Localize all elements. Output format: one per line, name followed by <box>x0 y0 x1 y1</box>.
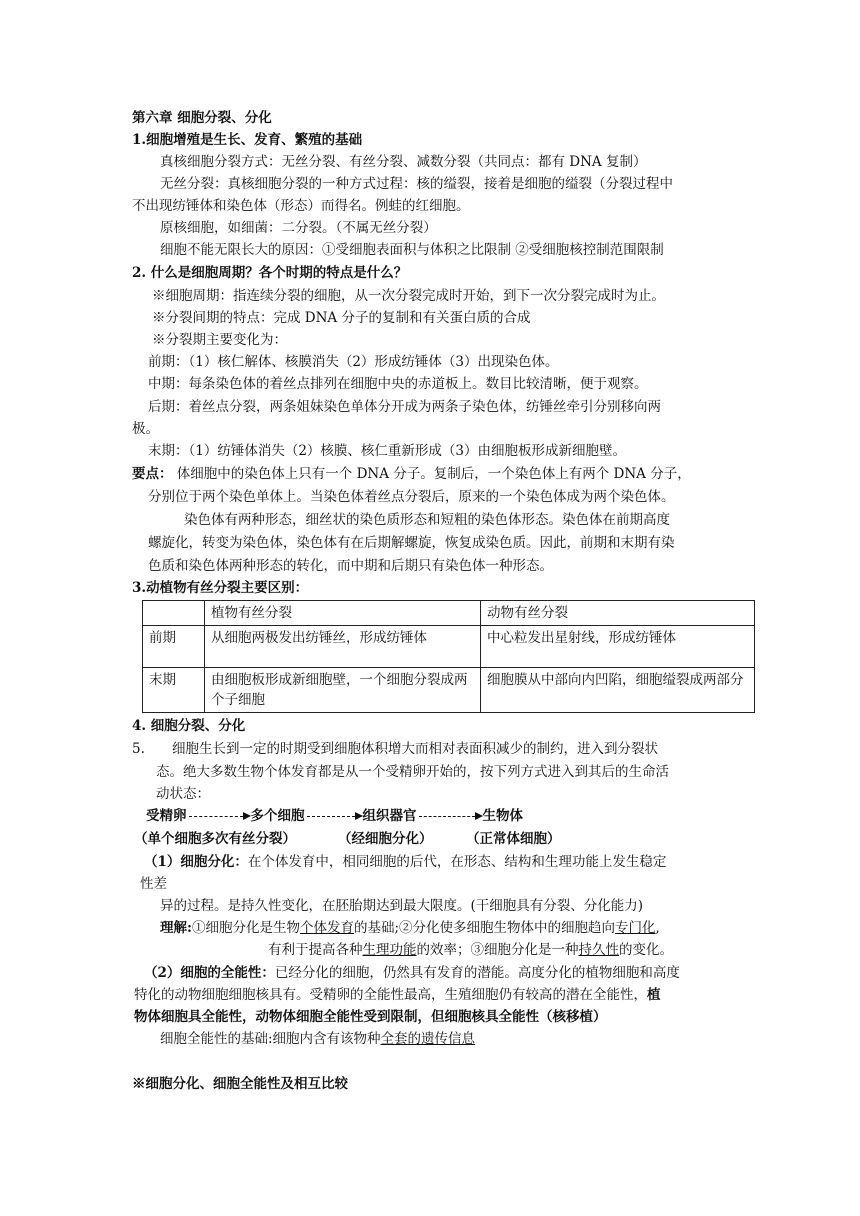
definition-label: （2）细胞的全能性： <box>144 965 275 981</box>
table-cell: 从细胞两极发出纺锤丝，形成纺锤体 <box>205 626 481 668</box>
flow-step: 受精卵 <box>146 808 187 824</box>
flow-note: （单个细胞多次有丝分裂） <box>134 831 296 847</box>
flow-step: 多个细胞 <box>250 808 305 824</box>
text-run: 特化的动物细胞细胞核具有。受精卵的全能性最高，生殖细胞仍有较高的潜在全能性， <box>134 987 647 1003</box>
section-3-heading: 3.动植物有丝分裂主要区别： <box>132 580 309 596</box>
paragraph-line <box>134 985 661 1005</box>
table-cell: 前期 <box>143 626 205 668</box>
understanding-line <box>268 940 673 960</box>
key-points-label: 要点： <box>132 466 173 482</box>
definition-label: （1）细胞分化： <box>144 854 248 870</box>
table-header-cell: 动物有丝分裂 <box>481 601 755 626</box>
development-flow <box>146 806 523 826</box>
paragraph-line: 原核细胞，如细菌：二分裂。（不属无丝分裂） <box>160 220 437 236</box>
arrow-right-icon <box>305 806 363 826</box>
paragraph-line <box>160 1029 475 1049</box>
key-points-line <box>132 464 691 484</box>
table-header-cell: 植物有丝分裂 <box>205 601 481 626</box>
paragraph-line: 细胞生长到一定的时期受到细胞体积增大而相对表面积减少的制约，进入到分裂状 <box>172 741 658 757</box>
understanding-label: 理解: <box>160 920 192 936</box>
table-cell: 末期 <box>143 668 205 713</box>
text-run: 细胞全能性的基础:细胞内含有该物种 <box>160 1031 381 1047</box>
definition-line <box>144 852 666 872</box>
arrow-right-icon <box>187 806 251 826</box>
underlined-term: 持久性 <box>578 942 619 958</box>
paragraph-line: ※细胞周期：指连续分裂的细胞，从一次分裂完成时开始，到下一次分裂完成时为止。 <box>152 288 665 304</box>
paragraph-line: 前期：（1）核仁解体、核膜消失（2）形成纺锤体（3）出现染色体。 <box>148 354 559 370</box>
text-run: , <box>655 920 660 936</box>
paragraph-line: 中期：每条染色体的着丝点排列在细胞中央的赤道板上。数目比较清晰，便于观察。 <box>148 376 648 392</box>
table-cell: 由细胞板形成新细胞壁，一个细胞分裂成两个子细胞 <box>205 668 481 713</box>
underlined-term: 个体发育 <box>299 920 354 936</box>
table-cell: 中心粒发出星射线，形成纺锤体 <box>481 626 755 668</box>
flow-note: （正常体细胞） <box>466 831 561 847</box>
paragraph-line: 极。 <box>132 421 159 437</box>
text-run: 的变化。 <box>619 942 673 958</box>
paragraph-line: ※分裂期主要变化为： <box>152 332 287 348</box>
underlined-term: 专门化 <box>615 920 656 936</box>
underlined-term: 全套的遗传信息 <box>380 1031 476 1047</box>
paragraph-line: 染色体有两种形态，细丝状的染色质形态和短粗的染色体形态。染色体在前期高度 <box>184 512 670 528</box>
table-cell: 细胞膜从中部向内凹陷，细胞缢裂成两部分 <box>481 668 755 713</box>
section-1-heading: 1.细胞增殖是生长、发育、繁殖的基础 <box>132 132 363 148</box>
section-2-heading: 2. 什么是细胞周期？各个时期的特点是什么？ <box>132 265 408 281</box>
table-row <box>143 668 755 713</box>
definition-line <box>144 963 680 983</box>
section-5-number: 5. <box>132 741 145 757</box>
paragraph-line: 动状态： <box>156 786 210 802</box>
text-run: 的基础;②分化使多细胞生物体中的细胞趋向 <box>353 920 616 936</box>
paragraph-line: 后期：着丝点分裂，两条姐妹染色单体分开成为两条子染色体，纺锤丝牵引分别移向两 <box>148 399 661 415</box>
comparison-table <box>142 600 755 713</box>
text-run: 有利于提高各种 <box>268 942 363 958</box>
flow-step: 组织器官 <box>362 808 417 824</box>
paragraph-line: 无丝分裂：真核细胞分裂的一种方式过程：核的缢裂，接着是细胞的缢裂（分裂过程中 <box>160 176 673 192</box>
paragraph-line: 色质和染色体两种形态的转化，而中期和后期只有染色体一种形态。 <box>148 558 553 574</box>
paragraph-line: 性差 <box>140 876 167 892</box>
paragraph-line: 螺旋化，转变为染色体，染色体有在后期解螺旋，恢复成染色质。因此，前期和末期有染 <box>148 535 675 551</box>
text-run: 的效率；③细胞分化是一种 <box>416 942 579 958</box>
bold-run: 植 <box>647 987 661 1003</box>
arrow-right-icon <box>417 806 483 826</box>
understanding-line <box>160 918 660 938</box>
paragraph-line: 不出现纺锤体和染色体（形态）而得名。例蛙的红细胞。 <box>132 198 470 214</box>
table-row <box>143 626 755 668</box>
paragraph-line: 物体细胞具全能性，动物体细胞全能性受到限制，但细胞核具全能性（核移植） <box>134 1009 607 1025</box>
section-4-heading: 4. 细胞分裂、分化 <box>132 718 246 734</box>
final-heading: ※细胞分化、细胞全能性及相互比较 <box>132 1076 348 1092</box>
paragraph-line: 细胞不能无限长大的原因：①受细胞表面积与体积之比限制 ②受细胞核控制范围限制 <box>160 242 664 258</box>
flow-step: 生物体 <box>482 808 523 824</box>
paragraph-line: 末期：（1）纺锤体消失（2）核膜、核仁重新形成（3）由细胞板形成新细胞壁。 <box>148 443 627 459</box>
key-points-text: 体细胞中的染色体上只有一个 DNA 分子。复制后，一个染色体上有两个 DNA 分子， <box>172 466 691 482</box>
paragraph-line: 态。绝大多数生物个体发育都是从一个受精卵开始的，按下列方式进入到其后的生命活 <box>156 764 669 780</box>
table-header-row <box>143 601 755 626</box>
paragraph-line: ※分裂间期的特点：完成 DNA 分子的复制和有关蛋白质的合成 <box>152 310 531 326</box>
text-run: ①细胞分化是生物 <box>191 920 300 936</box>
flow-note: （经细胞分化） <box>338 831 433 847</box>
chapter-title: 第六章 细胞分裂、分化 <box>132 110 272 126</box>
paragraph-line: 异的过程。是持久性变化，在胚胎期达到最大限度。(干细胞具有分裂、分化能力) <box>160 898 644 914</box>
underlined-term: 生理功能 <box>362 942 417 958</box>
definition-text: 在个体发育中，相同细胞的后代，在形态、结构和生理功能上发生稳定 <box>247 854 667 870</box>
paragraph-line: 真核细胞分裂方式：无丝分裂、有丝分裂、减数分裂（共同点：都有 DNA 复制） <box>160 154 647 170</box>
definition-text: 已经分化的细胞，仍然具有发育的潜能。高度分化的植物细胞和高度 <box>274 965 680 981</box>
table-cell <box>143 601 205 626</box>
paragraph-line: 分别位于两个染色单体上。当染色体着丝点分裂后，原来的一个染色体成为两个染色体。 <box>148 489 675 505</box>
